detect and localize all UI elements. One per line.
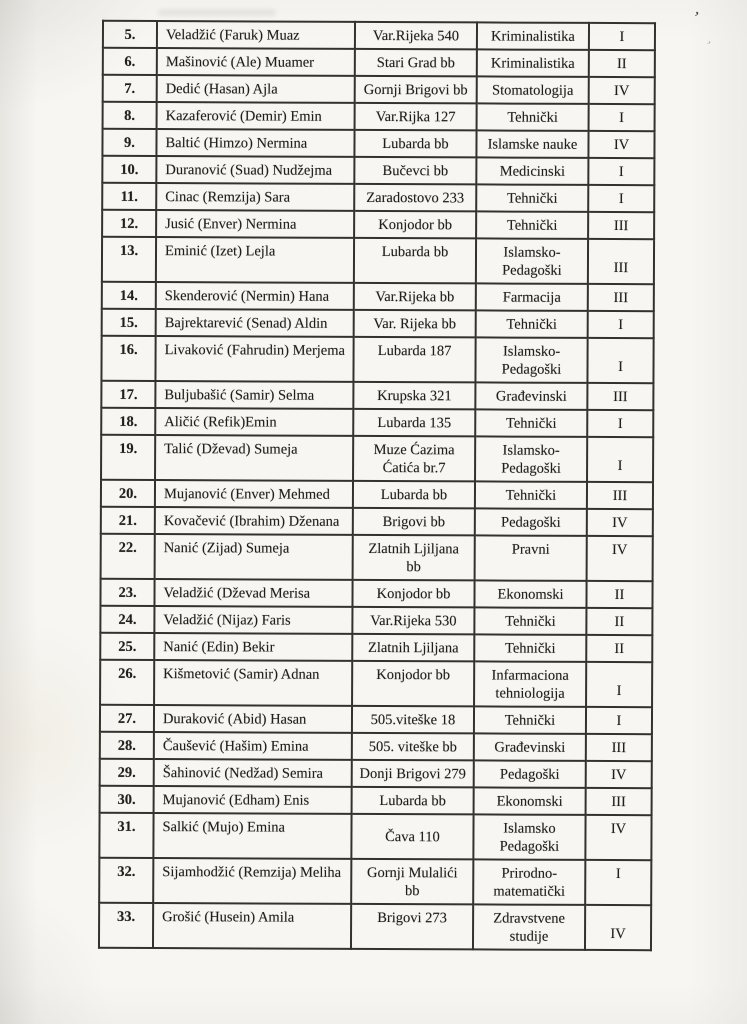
cell-year: III	[588, 212, 654, 239]
table-row	[100, 606, 652, 635]
cell-faculty: Ekonomski	[474, 787, 586, 814]
cell-faculty: Ekonomski	[474, 580, 586, 607]
cell-faculty: Tehnički	[474, 706, 586, 733]
cell-no: 11.	[102, 183, 156, 210]
cell-no: 30.	[100, 786, 154, 813]
cell-no: 6.	[103, 48, 157, 75]
table-row	[100, 633, 652, 662]
cell-year: IV	[586, 761, 652, 788]
cell-year: I	[588, 311, 654, 338]
cell-faculty: Građevinski	[474, 733, 586, 760]
table-row	[101, 408, 653, 437]
cell-name: Baltić (Himzo) Nermina	[156, 129, 354, 157]
cell-address: Muze Ćazima Ćatića br.7	[353, 436, 475, 482]
cell-address: Čava 110	[351, 814, 473, 860]
cell-year: I	[589, 23, 655, 50]
cell-year: III	[587, 383, 653, 410]
table-row	[101, 435, 653, 482]
cell-no: 9.	[102, 129, 156, 156]
table-row	[102, 129, 654, 158]
cell-no: 26.	[100, 660, 154, 705]
table-row	[99, 858, 651, 905]
cell-address: Krupska 321	[353, 382, 475, 410]
cell-faculty: Tehnički	[476, 310, 588, 337]
cell-address: Var. Rijeka bb	[354, 310, 476, 338]
cell-year: IV	[585, 905, 651, 950]
table-row	[101, 507, 653, 536]
table-row	[100, 759, 652, 788]
cell-faculty: Kriminalistika	[477, 49, 589, 76]
scan-speck-comma: ,	[705, 32, 717, 47]
cell-name: Grošić (Husein) Amila	[153, 903, 351, 949]
cell-faculty: Građevinski	[475, 382, 587, 409]
cell-year: II	[586, 581, 652, 608]
cell-address: Gornji Brigovi bb	[355, 76, 477, 104]
cell-address: Zlatnih Ljiljana	[352, 634, 474, 662]
cell-address: Lubarda 135	[353, 409, 475, 437]
cell-name: Nanić (Zijad) Sumeja	[155, 534, 353, 580]
cell-year: III	[587, 482, 653, 509]
cell-faculty: Tehnički	[475, 409, 587, 436]
cell-no: 22.	[101, 534, 155, 579]
cell-faculty: Tehnički	[475, 481, 587, 508]
cell-faculty: Pedagoški	[474, 760, 586, 787]
cell-faculty: Prirodno- matematički	[473, 859, 585, 904]
cell-name: Mujanović (Enver) Mehmed	[155, 480, 353, 508]
cell-year: IV	[589, 77, 655, 104]
cell-name: Veladžić (Dževad Merisa	[154, 579, 352, 607]
cell-no: 20.	[101, 480, 155, 507]
cell-faculty: Pravni	[475, 535, 587, 580]
table-row	[103, 48, 655, 77]
cell-address: Donji Brigovi 279	[352, 760, 474, 788]
cell-address: Lubarda bb	[352, 787, 474, 815]
cell-year: II	[586, 608, 652, 635]
cell-year: IV	[585, 815, 651, 860]
cell-faculty: Tehnički	[474, 634, 586, 661]
cell-name: Veladžić (Nijaz) Faris	[154, 606, 352, 634]
cell-name: Sijamhodžić (Remzija) Meliha	[153, 858, 351, 904]
table-row	[102, 156, 654, 185]
cell-address: Konjodor bb	[352, 580, 474, 608]
cell-address: Konjodor bb	[354, 211, 476, 239]
cell-year: II	[589, 50, 655, 77]
cell-no: 28.	[100, 732, 154, 759]
cell-faculty: Islamske nauke	[476, 130, 588, 157]
cell-name: Čaušević (Hašim) Emina	[154, 732, 352, 760]
cell-no: 21.	[101, 507, 155, 534]
cell-faculty: Islamsko- Pedagoški	[475, 337, 587, 382]
cell-address: Lubarda bb	[354, 238, 476, 284]
table-row	[102, 237, 654, 284]
table-row	[100, 579, 652, 608]
table-row	[100, 705, 652, 734]
cell-no: 33.	[99, 903, 153, 948]
cell-year: III	[586, 788, 652, 815]
cell-no: 13.	[102, 237, 156, 282]
table-row	[103, 75, 655, 104]
cell-faculty: Tehnički	[474, 607, 586, 634]
cell-name: Aličić (Refik)Emin	[155, 408, 353, 436]
cell-name: Veladžić (Faruk) Muaz	[157, 21, 355, 49]
cell-address: Konjodor bb	[352, 661, 474, 707]
cell-address: Brigovi bb	[353, 508, 475, 536]
cell-year: I	[588, 158, 654, 185]
cell-name: Kišmetović (Samir) Adnan	[154, 660, 352, 706]
cell-no: 12.	[102, 210, 156, 237]
cell-name: Kazaferović (Demir) Emin	[157, 102, 355, 130]
cell-faculty: Kriminalistika	[477, 22, 589, 49]
cell-address: Zlatnih Ljiljana bb	[353, 535, 475, 581]
scan-speck-apostrophe: ’	[690, 7, 702, 28]
table-row	[101, 336, 653, 383]
cell-year: I	[587, 437, 653, 482]
cell-faculty: Islamsko- Pedagoški	[476, 238, 588, 283]
cell-no: 25.	[100, 633, 154, 660]
cell-address: Stari Grad bb	[355, 49, 477, 77]
cell-faculty: Islamsko Pedagoški	[473, 814, 585, 859]
cell-no: 8.	[103, 102, 157, 129]
cell-faculty: Islamsko- Pedagoški	[475, 436, 587, 481]
cell-year: I	[589, 104, 655, 131]
cell-year: I	[585, 860, 651, 905]
cell-no: 32.	[99, 858, 153, 903]
cell-year: I	[586, 662, 652, 707]
table-row	[100, 786, 652, 815]
table-row	[101, 534, 653, 581]
cell-year: III	[586, 734, 652, 761]
cell-faculty: Tehnički	[476, 211, 588, 238]
cell-year: IV	[587, 536, 653, 581]
cell-no: 18.	[101, 408, 155, 435]
table-row	[100, 732, 652, 761]
cell-name: Skenderović (Nermin) Hana	[156, 282, 354, 310]
table-row	[103, 102, 655, 131]
cell-name: Salkić (Mujo) Emina	[153, 813, 351, 859]
cell-address: Var.Rijka 127	[355, 103, 477, 131]
cell-year: I	[588, 185, 654, 212]
cell-address: Bučevci bb	[354, 157, 476, 185]
cell-year: III	[588, 239, 654, 284]
cell-name: Dedić (Hasan) Ajla	[157, 75, 355, 103]
table-row	[102, 183, 654, 212]
cell-name: Bajrektarević (Senad) Aldin	[156, 309, 354, 337]
cell-name: Livaković (Fahrudin) Merjema	[155, 336, 353, 382]
cell-faculty: Farmacija	[476, 283, 588, 310]
cell-no: 14.	[102, 282, 156, 309]
cell-no: 10.	[102, 156, 156, 183]
cell-no: 16.	[101, 336, 155, 381]
cell-name: Kovačević (Ibrahim) Dženana	[155, 507, 353, 535]
table-row	[102, 210, 654, 239]
table-row	[102, 282, 654, 311]
table-row	[103, 21, 655, 50]
cell-faculty: Pedagoški	[475, 508, 587, 535]
cell-faculty: Medicinski	[476, 157, 588, 184]
cell-address: Brigovi 273	[351, 904, 473, 950]
cell-no: 7.	[103, 75, 157, 102]
table-row	[99, 903, 651, 950]
cell-name: Cinac (Remzija) Sara	[156, 183, 354, 211]
student-registry-table	[98, 20, 656, 951]
cell-name: Eminić (Izet) Lejla	[156, 237, 354, 283]
cell-no: 29.	[100, 759, 154, 786]
cell-name: Buljubašić (Samir) Selma	[155, 381, 353, 409]
cell-address: Var.Rijeka 530	[352, 607, 474, 635]
table-row	[99, 813, 651, 860]
scan-smudge	[158, 9, 276, 16]
cell-address: Lubarda 187	[353, 337, 475, 383]
cell-year: I	[587, 338, 653, 383]
cell-faculty: Tehnički	[477, 103, 589, 130]
table-row	[101, 381, 653, 410]
cell-year: I	[587, 410, 653, 437]
cell-address: Gornji Mulalići bb	[351, 859, 473, 905]
table-body	[99, 21, 655, 950]
cell-name: Jusić (Enver) Nermina	[156, 210, 354, 238]
table-row	[102, 309, 654, 338]
cell-no: 19.	[101, 435, 155, 480]
cell-name: Talić (Dževad) Sumeja	[155, 435, 353, 481]
cell-year: I	[586, 707, 652, 734]
cell-year: IV	[588, 131, 654, 158]
cell-no: 23.	[100, 579, 154, 606]
cell-address: 505.viteške 18	[352, 706, 474, 734]
cell-no: 31.	[99, 813, 153, 858]
cell-year: II	[586, 635, 652, 662]
cell-no: 15.	[102, 309, 156, 336]
cell-no: 17.	[101, 381, 155, 408]
cell-faculty: Infarmaciona tehniologija	[474, 661, 586, 706]
cell-year: IV	[587, 509, 653, 536]
cell-address: Var.Rijeka 540	[355, 22, 477, 50]
table-row	[100, 660, 652, 707]
cell-address: Var.Rijeka bb	[354, 283, 476, 311]
cell-address: Zaradostovo 233	[354, 184, 476, 212]
cell-name: Mašinović (Ale) Muamer	[157, 48, 355, 76]
table-row	[101, 480, 653, 509]
cell-name: Šahinović (Nedžad) Semira	[154, 759, 352, 787]
cell-faculty: Stomatologija	[477, 76, 589, 103]
cell-year: III	[588, 284, 654, 311]
cell-name: Mujanović (Edham) Enis	[154, 786, 352, 814]
cell-no: 24.	[100, 606, 154, 633]
cell-no: 5.	[103, 21, 157, 48]
cell-address: 505. viteške bb	[352, 733, 474, 761]
cell-name: Nanić (Edin) Bekir	[154, 633, 352, 661]
cell-name: Duranović (Suad) Nudžejma	[156, 156, 354, 184]
cell-faculty: Tehnički	[476, 184, 588, 211]
cell-faculty: Zdravstvene studije	[473, 904, 585, 949]
cell-name: Duraković (Abid) Hasan	[154, 705, 352, 733]
cell-no: 27.	[100, 705, 154, 732]
cell-address: Lubarda bb	[354, 130, 476, 158]
cell-address: Lubarda bb	[353, 481, 475, 509]
